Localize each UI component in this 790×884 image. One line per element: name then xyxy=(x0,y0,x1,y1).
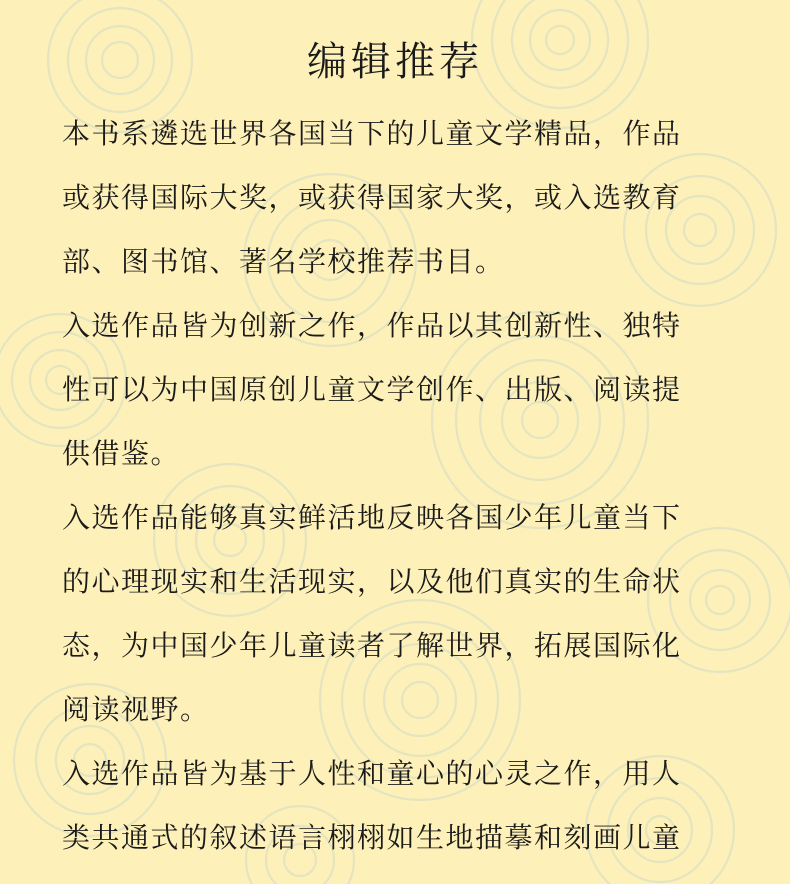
text-line: 入选作品皆为创新之作，作品以其创新性、独特 xyxy=(62,309,682,342)
text-line: 态，为中国少年儿童读者了解世界，拓展国际化 xyxy=(62,629,682,662)
text-line: 本书系遴选世界各国当下的儿童文学精品，作品 xyxy=(62,117,682,150)
text-line: 的心理现实和生活现实，以及他们真实的生命状 xyxy=(62,565,682,598)
text-line: 供借鉴。 xyxy=(62,437,181,470)
text-line: 部、图书馆、著名学校推荐书目。 xyxy=(62,245,505,278)
text-line: 类共通式的叙述语言栩栩如生地描摹和刻画儿童 xyxy=(62,821,682,854)
text-line: 阅读视野。 xyxy=(62,693,210,726)
page-title: 编辑推荐 xyxy=(307,39,483,85)
text-line: 入选作品能够真实鲜活地反映各国少年儿童当下 xyxy=(62,501,682,534)
text-line: 性可以为中国原创儿童文学创作、出版、阅读提 xyxy=(62,373,682,406)
text-line: 入选作品皆为基于人性和童心的心灵之作，用人 xyxy=(62,757,682,790)
text-line: 或获得国际大奖，或获得国家大奖，或入选教育 xyxy=(62,181,682,214)
